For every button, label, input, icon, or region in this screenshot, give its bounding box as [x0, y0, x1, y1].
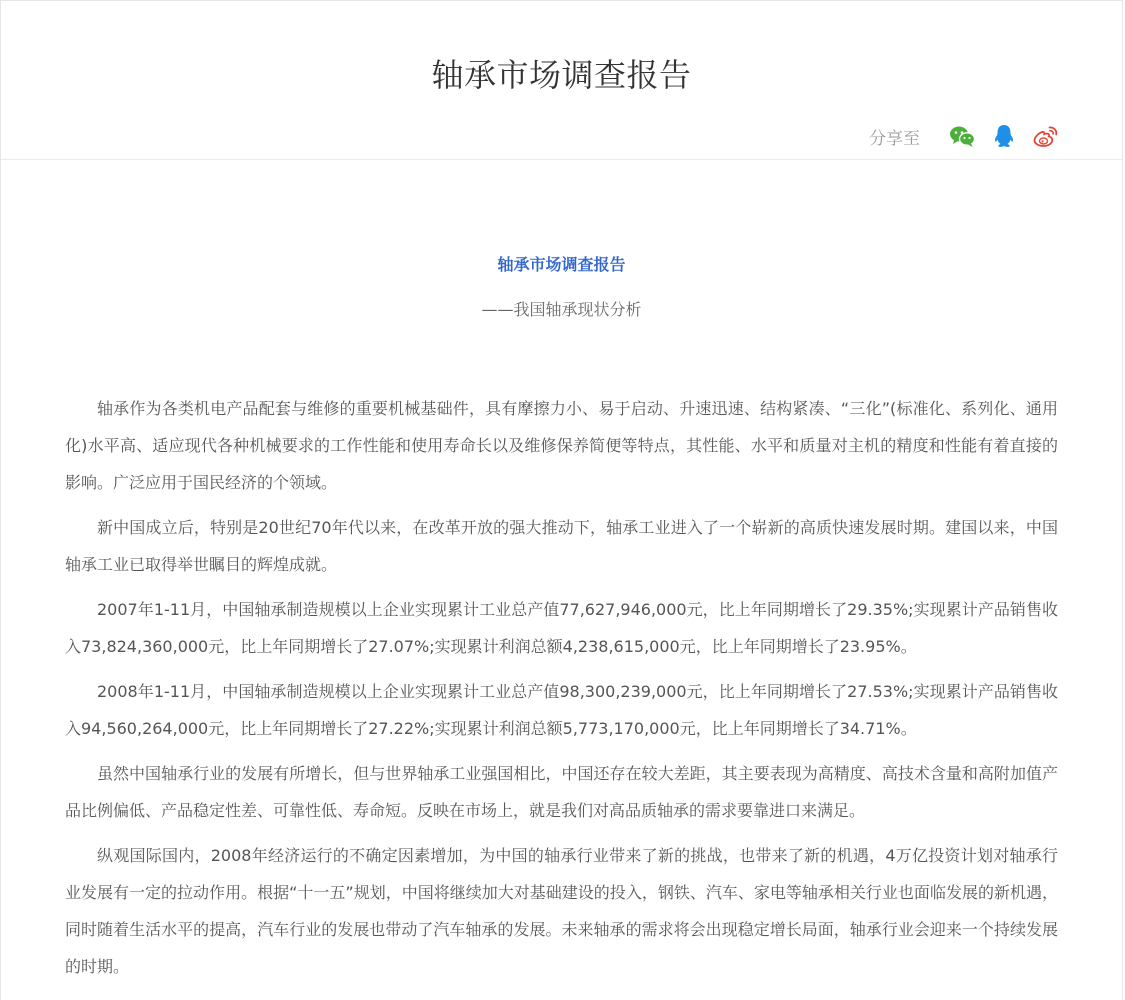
article-title: 轴承市场调查报告	[497, 255, 626, 274]
article-paragraph: 2007年1-11月，中国轴承制造规模以上企业实现累计工业总产值77,627,946,000元，比上年同期增长了29.35%;实现累计产品销售收入73,824,360,000元，比上年同期增长了27.07%;实现累计利润总额4,238,615,000元，比上年同期增长了23.95%。	[65, 600, 1058, 656]
article-paragraph: 轴承作为各类机电产品配套与维修的重要机械基础件，具有摩擦力小、易于启动、升速迅速、结构紧凑、“三化”(标准化、系列化、通用化)水平高、适应现代各种机械要求的工作性能和使用寿命长以及维修保养简便等特点，其性能、水平和质量对主机的精度和性能有着直接的影响。广泛应用于国民经济的个领域。	[65, 399, 1058, 492]
share-bar	[869, 121, 1060, 151]
article-subtitle: ——我国轴承现状分析	[481, 300, 642, 319]
wechat-icon[interactable]	[948, 122, 976, 150]
article-paragraph: 纵观国际国内，2008年经济运行的不确定因素增加，为中国的轴承行业带来了新的挑战，也带来了新的机遇，4万亿投资计划对轴承行业发展有一定的拉动作用。根据“十一五”规划，中国将继续加大对基础建设的投入，钢铁、汽车、家电等轴承相关行业也面临发展的新机遇，同时随着生活水平的提高，汽车行业的发展也带动了汽车轴承的发展。未来轴承的需求将会出现稳定增长局面，轴承行业会迎来一个持续发展的时期。	[65, 846, 1058, 976]
article-body	[65, 390, 1058, 985]
article-paragraph: 2008年1-11月，中国轴承制造规模以上企业实现累计工业总产值98,300,239,000元，比上年同期增长了27.53%;实现累计产品销售收入94,560,264,000元，比上年同期增长了27.22%;实现累计利润总额5,773,170,000元，比上年同期增长了34.71%。	[65, 682, 1058, 738]
qq-icon[interactable]	[990, 122, 1018, 150]
page-title: 轴承市场调查报告	[431, 56, 692, 94]
share-label: 分享至	[869, 128, 920, 149]
article-content	[65, 161, 1058, 993]
article-paragraph: 新中国成立后，特别是20世纪70年代以来，在改革开放的强大推动下，轴承工业进入了一个崭新的高质快速发展时期。建国以来，中国轴承工业已取得举世瞩目的辉煌成就。	[65, 518, 1058, 574]
page-header	[1, 1, 1122, 160]
article-paragraph: 虽然中国轴承行业的发展有所增长，但与世界轴承工业强国相比，中国还存在较大差距，其主要表现为高精度、高技术含量和高附加值产品比例偏低、产品稳定性差、可靠性低、寿命短。反映在市场上，就是我们对高品质轴承的需求要靠进口来满足。	[65, 764, 1058, 820]
weibo-icon[interactable]	[1032, 122, 1060, 150]
